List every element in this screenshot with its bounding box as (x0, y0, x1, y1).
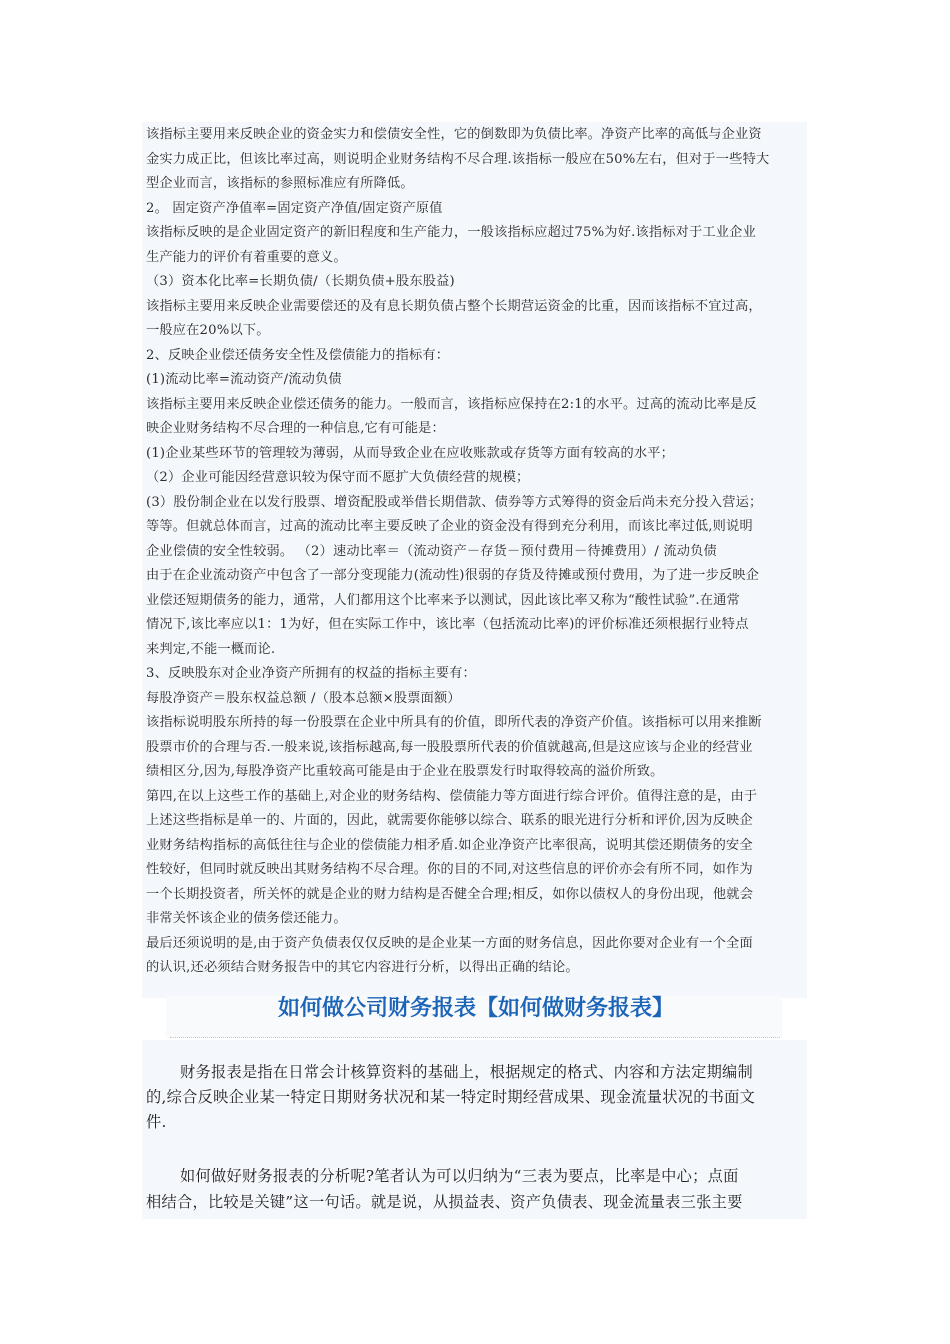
text-line: 件. (146, 1113, 167, 1131)
text-line: 该指标说明股东所持的每一份股票在企业中所具有的价值，即所代表的净资产价值。该指标可以用来推断 (146, 715, 762, 730)
text-line: 该指标主要用来反映企业偿还债务的能力。一般而言，该指标应保持在2:1的水平。过高的流动比率是反 (146, 396, 757, 412)
text-line: 第四,在以上这些工作的基础上,对企业的财务结构、偿债能力等方面进行综合评价。值得注意的是，由于 (146, 788, 758, 804)
text-line: 情况下,该比率应以1：1为好，但在实际工作中，该比率（包括流动比率)的评价标准还须根据行业特点 (146, 617, 749, 632)
text-line: 该指标主要用来反映企业需要偿还的及有息长期负债占整个长期营运资金的比重，因而该指标不宜过高， (146, 298, 762, 314)
text-line: 来判定,不能一概而论. (146, 641, 276, 657)
paragraph-first-line: 财务报表是指在日常会计核算资料的基础上，根据规定的格式、内容和方法定期编制 (180, 1063, 754, 1081)
text-line: (1)流动比率=流动资产/流动负债 (146, 372, 342, 387)
text-line: 3、反映股东对企业净资产所拥有的权益的指标主要有： (146, 666, 476, 681)
text-line: 该指标反映的是企业固定资产的新旧程度和生产能力，一般该指标应超过75%为好.该指标对于工业企业 (146, 225, 756, 240)
text-line: 企业偿债的安全性较弱。 （2）速动比率＝（流动资产－存货－预付费用－待摊费用）/ 流动负债 (146, 543, 717, 559)
title-divider (170, 1037, 780, 1038)
text-line: 相结合，比较是关键”这一句话。就是说，从损益表、资产负债表、现金流量表三张主要 (146, 1193, 743, 1211)
text-line: 该指标主要用来反映企业的资金实力和偿债安全性，它的倒数即为负债比率。净资产比率的高低与企业资 (146, 127, 762, 142)
text-line: 金实力成正比，但该比率过高，则说明企业财务结构不尽合理.该指标一般应在50%左右，但对于一些特大 (146, 151, 770, 167)
text-line: 2。 固定资产净值率=固定资产净值/固定资产原值 (146, 200, 443, 216)
text-line: 的认识,还必须结合财务报告中的其它内容进行分析，以得出正确的结论。 (146, 960, 579, 975)
paragraph-first-line: 如何做好财务报表的分析呢?笔者认为可以归纳为“三表为要点，比率是中心；点面 (180, 1167, 739, 1185)
text-line: 等等。但就总体而言，过高的流动比率主要反映了企业的资金没有得到充分利用，而该比率过低,则说明 (146, 519, 753, 534)
text-line: 业偿还短期债务的能力，通常，人们都用这个比率来予以测试，因此该比率又称为“酸性试验”.在通常 (146, 592, 740, 608)
text-line: 每股净资产＝股东权益总额 /（股本总额×股票面额） (146, 690, 461, 706)
text-line: 的,综合反映企业某一特定日期财务状况和某一特定时期经营成果、现金流量状况的书面文 (146, 1088, 756, 1106)
text-line: 股票市价的合理与否.一般来说,该指标越高,每一股股票所代表的价值就越高,但是这应该与企业的经营业 (146, 739, 753, 755)
text-line: (1)企业某些环节的管理较为薄弱，从而导致企业在应收账款或存货等方面有较高的水平； (146, 445, 675, 461)
text-line: 业财务结构指标的高低往往与企业的偿债能力相矛盾.如企业净资产比率很高，说明其偿还期债务的安全 (146, 837, 753, 853)
text-line: (3）股份制企业在以发行股票、增资配股或举借长期借款、债券等方式筹得的资金后尚未充分投入营运； (146, 494, 763, 510)
section-title: 如何做公司财务报表【如何做财务报表】 (277, 996, 674, 1021)
text-line: 绩相区分,因为,每股净资产比重较高可能是由于企业在股票发行时取得较高的溢价所致。 (146, 764, 664, 779)
text-line: 一个长期投资者，所关怀的就是企业的财力结构是否健全合理;相反，如你以债权人的身份出现，他就会 (146, 886, 754, 902)
text-line: 性较好，但同时就反映出其财务结构不尽合理。你的目的不同,对这些信息的评价亦会有所不同，如作为 (146, 862, 753, 877)
text-line: 非常关怀该企业的债务偿还能力。 (146, 911, 347, 926)
text-line: （2）企业可能因经营意识较为保守而不愿扩大负债经营的规模； (146, 470, 530, 485)
text-line: 一般应在20%以下。 (146, 323, 270, 338)
text-line: 2、反映企业偿还债务安全性及偿债能力的指标有： (146, 347, 450, 363)
text-line: 由于在企业流动资产中包含了一部分变现能力(流动性)很弱的存货及待摊或预付费用，为了进一步反映企 (146, 568, 760, 583)
text-line: 上述这些指标是单一的、片面的，因此，就需要你能够以综合、联系的眼光进行分析和评价,因为反映企 (146, 813, 753, 828)
text-line: 最后还须说明的是,由于资产负债表仅仅反映的是企业某一方面的财务信息，因此你要对企业有一个全面 (146, 935, 753, 951)
text-line: （3）资本化比率=长期负债/（长期负债+股东股益) (146, 274, 455, 289)
text-line: 生产能力的评价有着重要的意义。 (146, 249, 347, 265)
text-line: 映企业财务结构不尽合理的一种信息,它有可能是： (146, 421, 445, 436)
text-line: 型企业而言，该指标的参照标准应有所降低。 (146, 176, 414, 191)
